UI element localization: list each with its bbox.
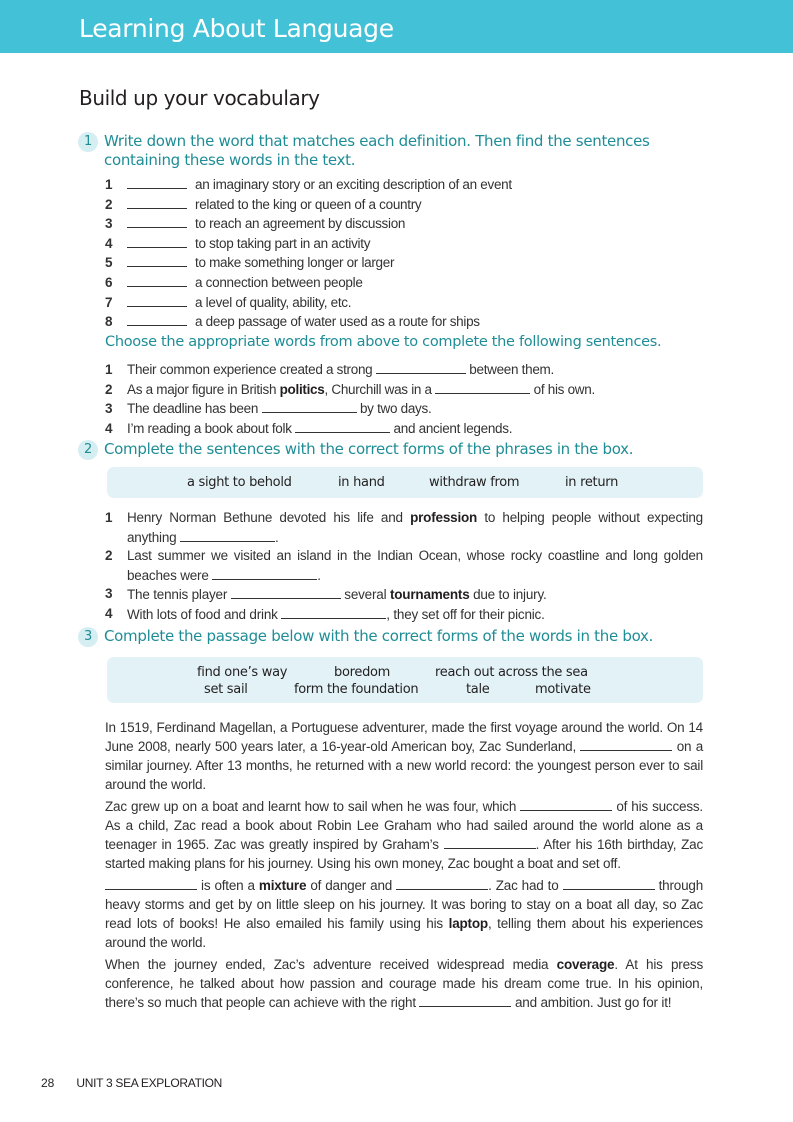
exercise-number-badge: 3 — [78, 627, 98, 647]
item-number: 4 — [105, 235, 113, 251]
definition-item — [105, 175, 512, 195]
passage-text: Zac grew up on a boat and learnt how to sail when he was four, which — [105, 799, 521, 814]
item-number: 1 — [105, 362, 113, 377]
answer-blank[interactable] — [127, 234, 187, 248]
item-number: 7 — [105, 294, 113, 310]
phrase-box — [107, 467, 703, 498]
bold-word: coverage — [556, 957, 615, 972]
answer-blank[interactable] — [563, 876, 655, 890]
sentence-item — [105, 399, 595, 419]
sentence-item — [105, 509, 703, 547]
exercise-number-badge: 1 — [78, 132, 98, 152]
item-number: 3 — [105, 401, 113, 417]
sentence-text: The tennis player — [127, 587, 231, 603]
definition-text: a connection between people — [195, 274, 363, 290]
sentence-text: I’m reading a book about folk — [127, 420, 296, 436]
passage-text: of his success. As a child, Zac read a book about Robin Lee Graham who had sailed around the world alone as a teenager in 1965. Zac was greatly inspired by Graham’s — [105, 799, 703, 852]
passage-paragraph — [105, 718, 703, 794]
sentence-text: , Churchill was in a — [324, 381, 436, 397]
sentence-item — [105, 547, 703, 585]
answer-blank[interactable] — [376, 360, 466, 374]
exercise-1-heading — [78, 132, 694, 170]
passage-text: . Zac had to — [488, 878, 563, 893]
item-number: 1 — [105, 177, 113, 192]
sentence-text: Their common experience created a strong — [127, 362, 376, 377]
definition-item — [105, 273, 512, 293]
phrase-option: withdraw from — [429, 475, 520, 490]
definition-text: to make something longer or larger — [195, 255, 395, 271]
item-number: 3 — [105, 586, 113, 602]
definition-item — [105, 195, 512, 215]
sentence-text: due to injury. — [469, 587, 547, 603]
exercise-1-sub-instruction: Choose the appropriate words from above to complete the following sentences. — [105, 334, 662, 350]
sentence-text: . — [275, 529, 279, 545]
bold-word: laptop — [448, 916, 488, 931]
item-number: 3 — [105, 216, 113, 232]
item-number: 5 — [105, 255, 113, 271]
definition-text: related to the king or queen of a country — [195, 196, 422, 212]
passage-text: on a similar journey. After 13 months, he returned with a new world record: the youngest person ever to sail around the world. — [105, 739, 704, 792]
answer-blank[interactable] — [295, 419, 390, 433]
sentence-text: , they set off for their picnic. — [386, 606, 545, 622]
definition-item — [105, 312, 512, 332]
answer-blank[interactable] — [212, 566, 317, 580]
passage-text: When the journey ended, Zac’s adventure received widespread media — [105, 957, 557, 972]
passage-text: and ambition. Just go for it! — [511, 995, 672, 1010]
definition-text: an imaginary story or an exciting description of an event — [195, 177, 512, 192]
sentence-text: several — [340, 587, 390, 603]
passage — [105, 718, 703, 1015]
sentence-text: by two days. — [356, 401, 432, 417]
passage-text: . After his 16th birthday, Zac started making plans for his journey. Using his own money, Zac bought a boat and set off. — [105, 837, 703, 871]
exercise-3-instruction: Complete the passage below with the correct forms of the words in the box. — [104, 627, 654, 645]
passage-text: is often a — [197, 878, 259, 893]
sentence-list-1 — [105, 360, 595, 438]
word-option: form the foundation — [294, 682, 419, 697]
passage-paragraph — [105, 876, 703, 952]
answer-blank[interactable] — [444, 835, 536, 849]
item-number: 2 — [105, 196, 113, 212]
sentence-item — [105, 419, 595, 439]
word-option: boredom — [334, 665, 391, 680]
passage-text: of danger and — [306, 878, 397, 893]
answer-blank[interactable] — [127, 293, 187, 307]
word-option: tale — [466, 682, 490, 697]
answer-blank[interactable] — [419, 993, 511, 1007]
section-title: Build up your vocabulary — [79, 86, 320, 110]
answer-blank[interactable] — [105, 876, 197, 890]
definition-item — [105, 234, 512, 254]
answer-blank[interactable] — [580, 737, 672, 751]
word-option: find one’s way — [197, 665, 288, 680]
sentence-list-2 — [105, 509, 703, 625]
answer-blank[interactable] — [520, 797, 612, 811]
sentence-text: Last summer we visited an island in the Indian Ocean, whose rocky coastline and long golden beaches were — [127, 548, 703, 583]
passage-text: . At his press conference, he talked about how passion and courage made his dream come true. In his opinion, there’s so much that people can achieve with the right — [105, 957, 704, 1010]
phrase-option: a sight to behold — [187, 475, 292, 490]
exercise-number-badge: 2 — [78, 440, 98, 460]
passage-text: In 1519, Ferdinand Magellan, a Portuguese adventurer, made the first voyage around the world. On 14 June 2008, nearly 500 years later, a 16-year-old American boy, Zac Sunderland, — [105, 720, 703, 754]
page-footer — [41, 1076, 222, 1090]
answer-blank[interactable] — [127, 195, 187, 209]
bold-word: profession — [410, 510, 478, 525]
page-number: 28 — [41, 1076, 55, 1090]
answer-blank[interactable] — [127, 253, 187, 267]
bold-word: politics — [279, 381, 325, 397]
definition-item — [105, 214, 512, 234]
exercise-2-instruction: Complete the sentences with the correct forms of the phrases in the box. — [104, 440, 634, 458]
sentence-text: With lots of food and drink — [127, 606, 282, 622]
sentence-text: to helping people without expecting anything — [127, 510, 703, 545]
definition-text: to stop taking part in an activity — [195, 235, 371, 251]
exercise-3-heading — [78, 627, 724, 647]
item-number: 6 — [105, 274, 113, 290]
definition-list — [105, 175, 512, 332]
sentence-item — [105, 585, 703, 605]
answer-blank[interactable] — [435, 380, 530, 394]
item-number: 2 — [105, 548, 113, 564]
bold-word: tournaments — [389, 587, 470, 603]
definition-item — [105, 293, 512, 313]
passage-paragraph — [105, 797, 703, 873]
answer-blank[interactable] — [127, 214, 187, 228]
answer-blank[interactable] — [262, 399, 357, 413]
word-option: motivate — [535, 682, 591, 697]
definition-item — [105, 253, 512, 273]
sentence-item — [105, 380, 595, 400]
sentence-item — [105, 605, 703, 625]
passage-paragraph — [105, 955, 703, 1012]
exercise-2-heading — [78, 440, 724, 460]
answer-blank[interactable] — [127, 175, 187, 189]
sentence-text: The deadline has been — [127, 401, 262, 417]
item-number: 4 — [105, 605, 113, 621]
page-header-title: Learning About Language — [79, 14, 394, 43]
passage-text: , telling them about his experiences around the world. — [105, 916, 703, 950]
answer-blank[interactable] — [127, 273, 187, 287]
sentence-text: As a major figure in British — [127, 381, 280, 397]
sentence-text: and ancient legends. — [390, 420, 513, 436]
item-number: 1 — [105, 510, 113, 525]
sentence-text: between them. — [465, 362, 554, 377]
passage-text: through heavy storms and get by on little sleep on his journey. It was boring to stay on a boat all day, so Zac read lots of books! He also emailed his family using his — [105, 878, 704, 931]
answer-blank[interactable] — [180, 528, 275, 542]
word-box — [107, 657, 703, 703]
bold-word: mixture — [258, 878, 307, 893]
definition-text: a level of quality, ability, etc. — [195, 294, 352, 310]
sentence-text: . — [317, 567, 321, 583]
phrase-option: in return — [565, 475, 619, 490]
answer-blank[interactable] — [396, 876, 488, 890]
phrase-option: in hand — [338, 475, 385, 490]
item-number: 8 — [105, 314, 113, 330]
exercise-1-instruction: Write down the word that matches each definition. Then find the sentences containing these words in the text. — [104, 132, 650, 169]
sentence-text: Henry Norman Bethune devoted his life and — [127, 510, 411, 525]
sentence-item — [105, 360, 595, 380]
sentence-text: of his own. — [530, 381, 595, 397]
word-option: set sail — [204, 682, 248, 697]
item-number: 2 — [105, 381, 113, 397]
item-number: 4 — [105, 420, 113, 436]
definition-text: a deep passage of water used as a route for ships — [195, 314, 480, 330]
header-band — [0, 0, 793, 53]
answer-blank[interactable] — [231, 585, 341, 599]
answer-blank[interactable] — [281, 605, 386, 619]
answer-blank[interactable] — [127, 312, 187, 326]
unit-title: UNIT 3 SEA EXPLORATION — [76, 1076, 223, 1090]
definition-text: to reach an agreement by discussion — [195, 216, 406, 232]
word-option: reach out across the sea — [435, 665, 588, 680]
